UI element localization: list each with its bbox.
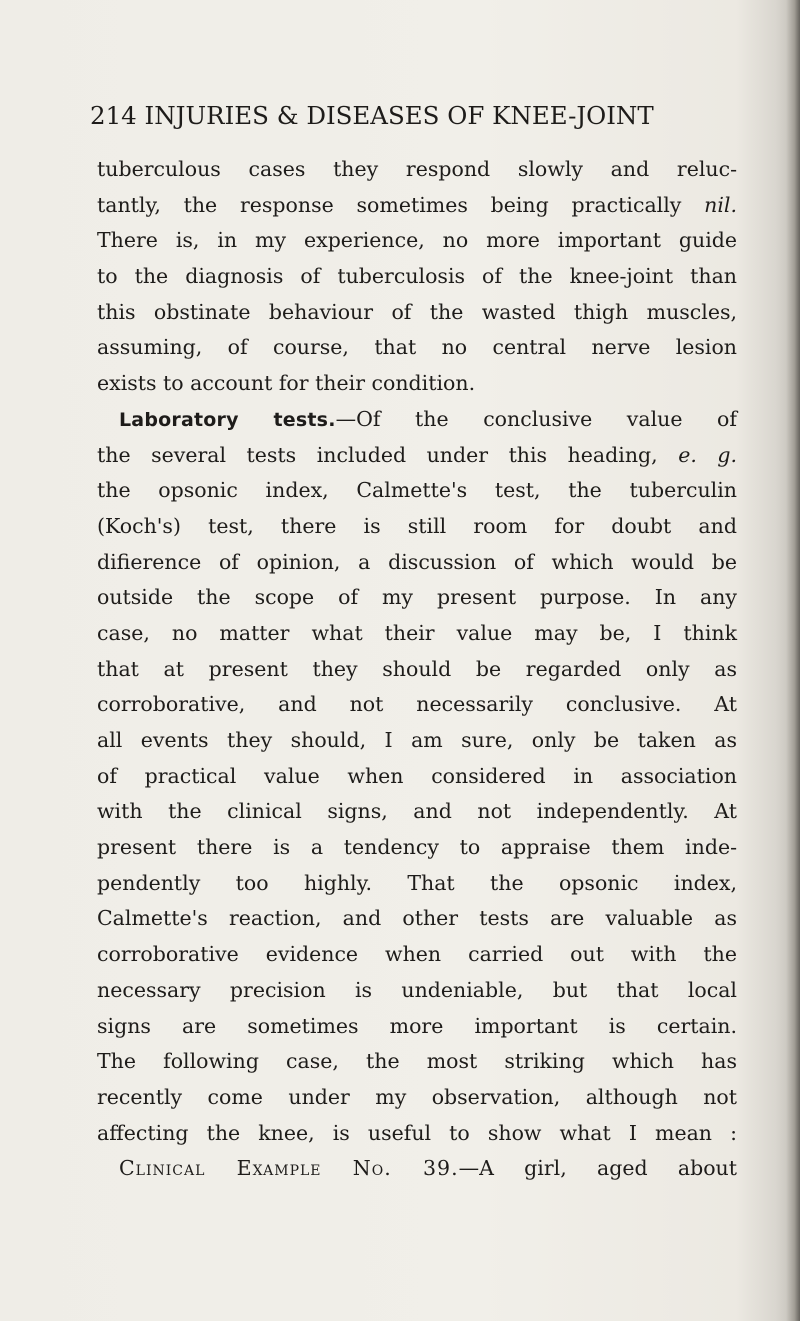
text-line: all events they should, I am sure, only be taken as (97, 728, 737, 752)
text-line: case, no matter what their value may be, I think (97, 620, 737, 645)
text-line: recently come under my observation, although not (97, 1084, 737, 1109)
text-line (97, 438, 737, 474)
text-run: —Of the conclusive value of (335, 406, 737, 431)
text-run: tantly, the response sometimes being practically (97, 192, 705, 217)
text-line: corroborative, and not necessarily conclusive. At (97, 692, 737, 717)
text-line: exists to account for their condition. (97, 371, 476, 396)
text-line: this obstinate behaviour of the wasted thigh muscles, (97, 299, 737, 324)
text-line: There is, in my experience, no more important guide (97, 228, 737, 253)
text-line: corroborative evidence when carried out with the (97, 942, 737, 967)
text-line: outside the scope of my present purpose. In any (97, 585, 737, 610)
text-line: tuberculous cases they respond slowly and reluc- (97, 157, 737, 181)
page-edge-shadow (786, 0, 800, 1321)
text-line: to the diagnosis of tuberculosis of the knee-joint than (97, 264, 737, 289)
text-line: affecting the knee, is useful to show what I mean : (97, 1120, 737, 1145)
text-line: with the clinical signs, and not independently. At (97, 799, 737, 824)
text-line: assuming, of course, that no central nerve lesion (97, 335, 737, 360)
text-line (97, 1151, 737, 1187)
text-line: (Koch's) test, there is still room for doubt and (97, 513, 737, 538)
text-line: Calmette's reaction, and other tests are valuable as (97, 906, 737, 931)
italic-run: e. g. (678, 442, 737, 467)
text-run: —A girl, aged about (458, 1156, 737, 1181)
text-line: present there is a tendency to appraise them inde- (97, 835, 737, 860)
text-line: The following case, the most striking which has (97, 1049, 737, 1074)
text-line (97, 402, 737, 438)
text-run: the several tests included under this heading, (97, 442, 679, 467)
text-line (97, 188, 737, 224)
example-heading: Clinical Example No. 39. (119, 1156, 459, 1181)
body-text (97, 152, 737, 1187)
text-line: necessary precision is undeniable, but that local (97, 977, 737, 1002)
text-line: difierence of opinion, a discussion of which would be (97, 549, 737, 574)
text-line: the opsonic index, Calmette's test, the tuberculin (97, 478, 737, 503)
text-line: of practical value when considered in association (97, 763, 737, 788)
section-heading: Laboratory tests. (119, 408, 336, 431)
running-head: 214 INJURIES & DISEASES OF KNEE-JOINT (90, 101, 654, 130)
text-line: pendently too highly. That the opsonic index, (97, 870, 737, 895)
text-line: signs are sometimes more important is certain. (97, 1013, 737, 1038)
text-line: that at present they should be regarded only as (97, 656, 737, 681)
italic-run: nil. (704, 192, 737, 217)
